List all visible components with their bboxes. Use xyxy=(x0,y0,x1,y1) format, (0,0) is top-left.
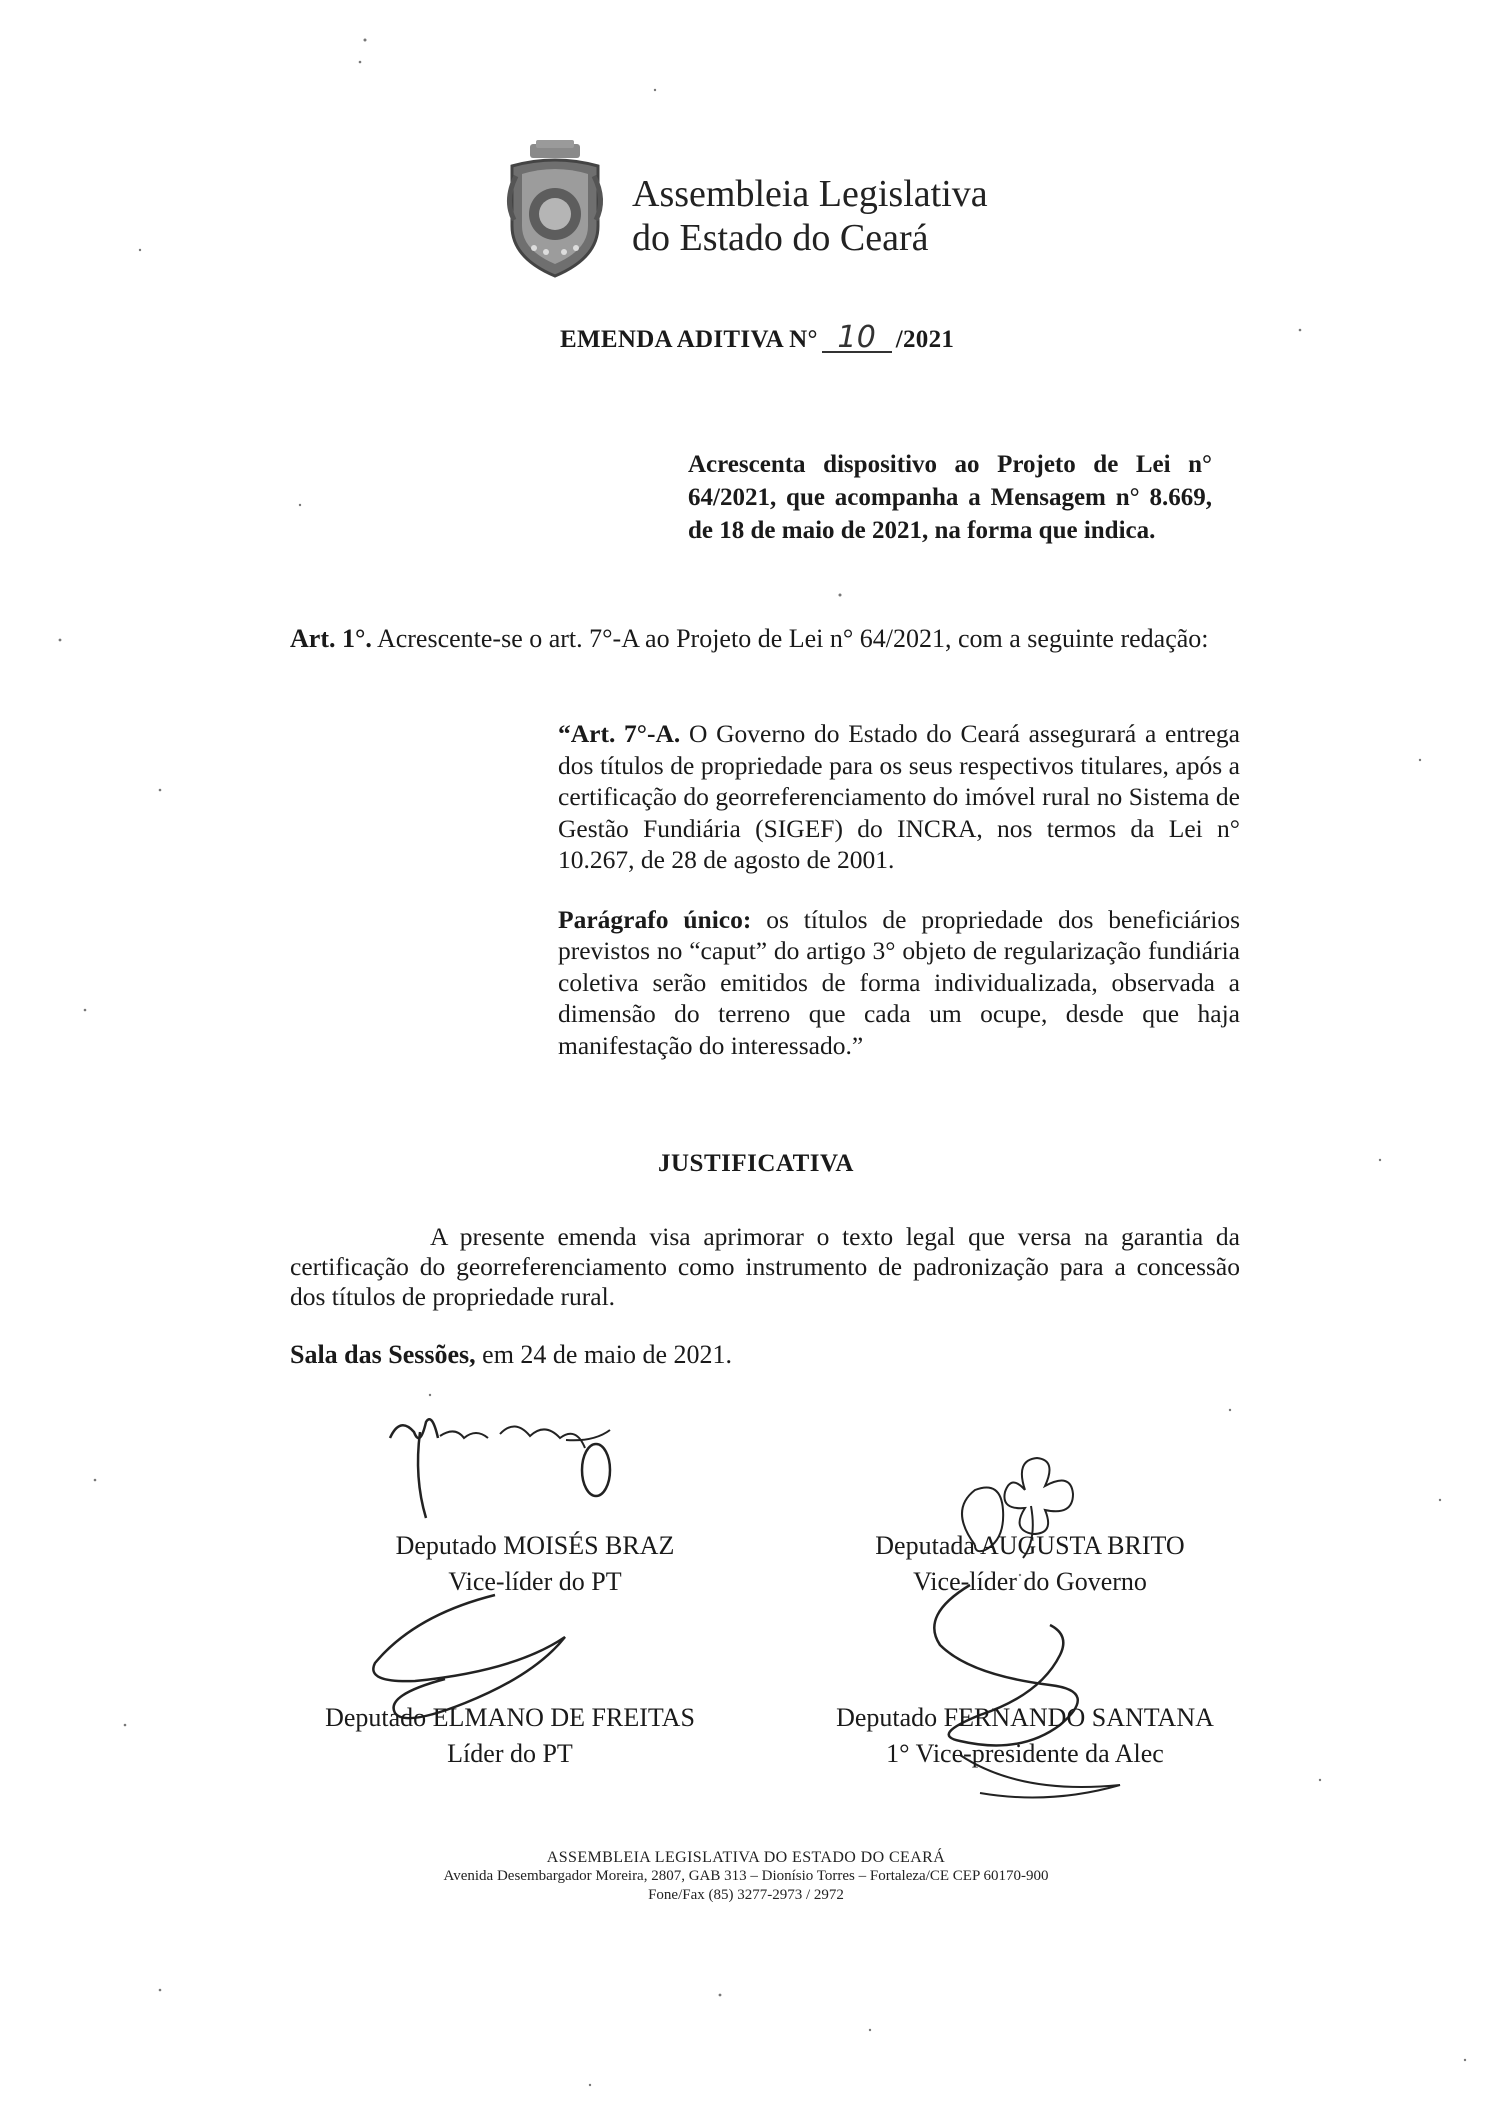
footer-address: Avenida Desembargador Moreira, 2807, GAB 313 – Dionísio Torres – Fortaleza/CE CEP 60170-900 xyxy=(443,1868,1049,1884)
amendment-title-prefix: EMENDA ADITIVA N° xyxy=(560,326,818,353)
signatory-name: Deputado ELMANO DE FREITAS xyxy=(325,1703,695,1732)
signatory-role: Vice-líder do Governo xyxy=(913,1567,1147,1596)
state-coat-of-arms-icon xyxy=(500,140,610,280)
quoted-paragraph-unico xyxy=(558,904,1240,1062)
amendment-title xyxy=(560,320,955,355)
session-date xyxy=(290,1340,732,1370)
quoted-article-7a xyxy=(558,718,1240,876)
signatory-role: Líder do PT xyxy=(447,1739,573,1768)
session-date-text: em 24 de maio de 2021. xyxy=(475,1340,732,1369)
org-line-2: do Estado do Ceará xyxy=(632,217,929,259)
amendment-number: 10 xyxy=(822,325,892,353)
quoted-article-text: O Governo do Estado do Ceará assegurará a entrega dos títulos de propriedade para os seus respectivos titulares, após a certificação do georreferenciamento do imóvel rural no Sistema de Gestão Fundiária (SIGEF) do INCRA, nos termos da Lei n° 10.267, de 28 de agosto de 2001. xyxy=(558,719,1240,874)
quoted-article-block xyxy=(558,718,1240,1089)
ementa-summary: Acrescenta dispositivo ao Projeto de Lei n° 64/2021, que acompanha a Mensagem n° 8.669, de 18 de maio de 2021, na forma que indica. xyxy=(688,451,1212,544)
signature-scribble-text: Moisés Braz xyxy=(380,1408,386,1409)
footer-org: ASSEMBLEIA LEGISLATIVA DO ESTADO DO CEARÁ xyxy=(546,1849,946,1866)
justification-text xyxy=(290,1222,1240,1312)
signatory-name: Deputado MOISÉS BRAZ xyxy=(395,1531,675,1560)
session-label: Sala das Sessões, xyxy=(290,1340,476,1369)
article-1-text: Acrescente-se o art. 7°-A ao Projeto de Lei n° 64/2021, com a seguinte redação: xyxy=(371,624,1209,653)
signatory-4 xyxy=(805,1700,1245,1772)
footer-phone: Fone/Fax (85) 3277-2973 / 2972 xyxy=(648,1887,844,1903)
organization-name xyxy=(632,172,988,260)
signature-moises-braz xyxy=(380,1408,650,1528)
justification-body: A presente emenda visa aprimorar o texto legal que versa na garantia da certificação do georreferenciamento como instrumento de padronização para a concessão dos títulos de propriedade rural. xyxy=(290,1222,1240,1311)
article-1-label: Art. 1°. xyxy=(290,624,372,653)
article-1 xyxy=(290,622,1230,656)
signatory-name: Deputada AUGUSTA BRITO xyxy=(875,1531,1185,1560)
signatory-role: Vice-líder do PT xyxy=(448,1567,622,1596)
page-footer xyxy=(346,1848,1146,1905)
signatory-1 xyxy=(345,1528,725,1600)
quoted-article-label: “Art. 7°-A. xyxy=(558,719,681,748)
amendment-title-suffix: /2021 xyxy=(895,326,955,353)
signatory-2 xyxy=(830,1528,1230,1600)
signatory-name: Deputado FERNANDO SANTANA xyxy=(836,1703,1214,1732)
signatory-role: 1° Vice-presidente da Alec xyxy=(886,1739,1164,1768)
signature-fernando-santana xyxy=(900,1565,1160,1815)
paragraph-text: os títulos de propriedade dos beneficiários previstos no “caput” do artigo 3° objeto de regularização fundiária coletiva serão emitidos de forma individualizada, observada a dimensão do terreno que cada um ocupe, desde que haja manifestação do interessado.” xyxy=(558,904,1240,1060)
paragraph-label: Parágrafo único: xyxy=(558,904,752,934)
justification-title: JUSTIFICATIVA xyxy=(658,1150,854,1177)
signatory-3 xyxy=(300,1700,720,1772)
org-line-1: Assembleia Legislativa xyxy=(632,173,988,215)
